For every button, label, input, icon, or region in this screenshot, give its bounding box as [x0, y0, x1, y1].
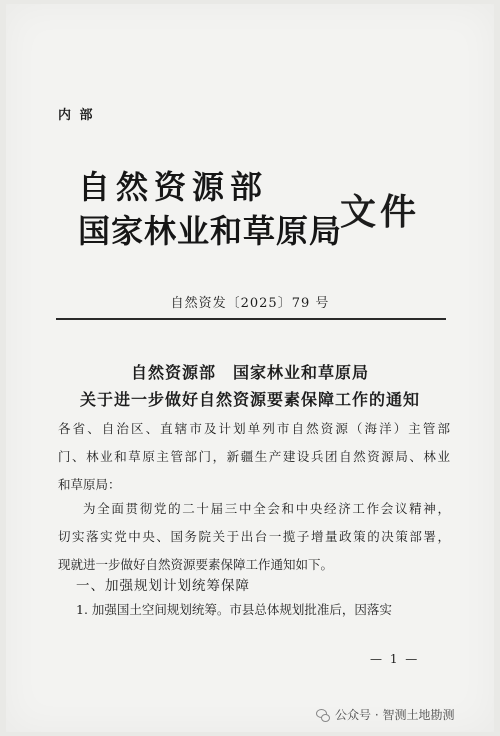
- document-title-line1: 自然资源部 国家林业和草原局: [130, 363, 369, 382]
- wechat-icon: [316, 708, 330, 722]
- page-number: — 1 —: [370, 652, 420, 666]
- document-type: 文件: [340, 191, 421, 233]
- recipients-paragraph: [58, 415, 450, 499]
- document-number: 自然资发〔2025〕79 号: [170, 296, 330, 311]
- intro-paragraph: [58, 495, 450, 579]
- issuer-ministry-of-natural-resources: 自然资源部: [78, 168, 269, 206]
- issuer-forestry-grassland-administration: 国家林业和草原局: [78, 212, 343, 250]
- recipients-line: 和草原局：: [58, 477, 121, 492]
- recipients-line: 各省、自治区、直辖市及计划单列市自然资源（海洋）主管部: [58, 421, 450, 436]
- intro-line: 切实落实党中央、国务院关于出台一揽子增量政策的决策部署，: [58, 529, 450, 544]
- recipients-line: 门、林业和草原主管部门，新疆生产建设兵团自然资源局、林业: [58, 449, 450, 464]
- document-title-line2: 关于进一步做好自然资源要素保障工作的通知: [79, 390, 420, 409]
- document-page: [6, 4, 494, 732]
- classification-label: 内 部: [58, 108, 95, 123]
- section-heading: 一、加强规划计划统筹保障: [76, 578, 250, 594]
- watermark: [316, 706, 454, 723]
- header-divider: [56, 318, 446, 320]
- intro-line: 为全面贯彻党的二十届三中全会和中央经济工作会议精神，: [83, 501, 450, 516]
- watermark-text: 公众号 · 智测土地勘测: [335, 708, 455, 722]
- section-item: 1. 加强国土空间规划统筹。市县总体规划批准后，因落实: [76, 602, 392, 617]
- intro-line: 现就进一步做好自然资源要素保障工作通知如下。: [58, 557, 334, 572]
